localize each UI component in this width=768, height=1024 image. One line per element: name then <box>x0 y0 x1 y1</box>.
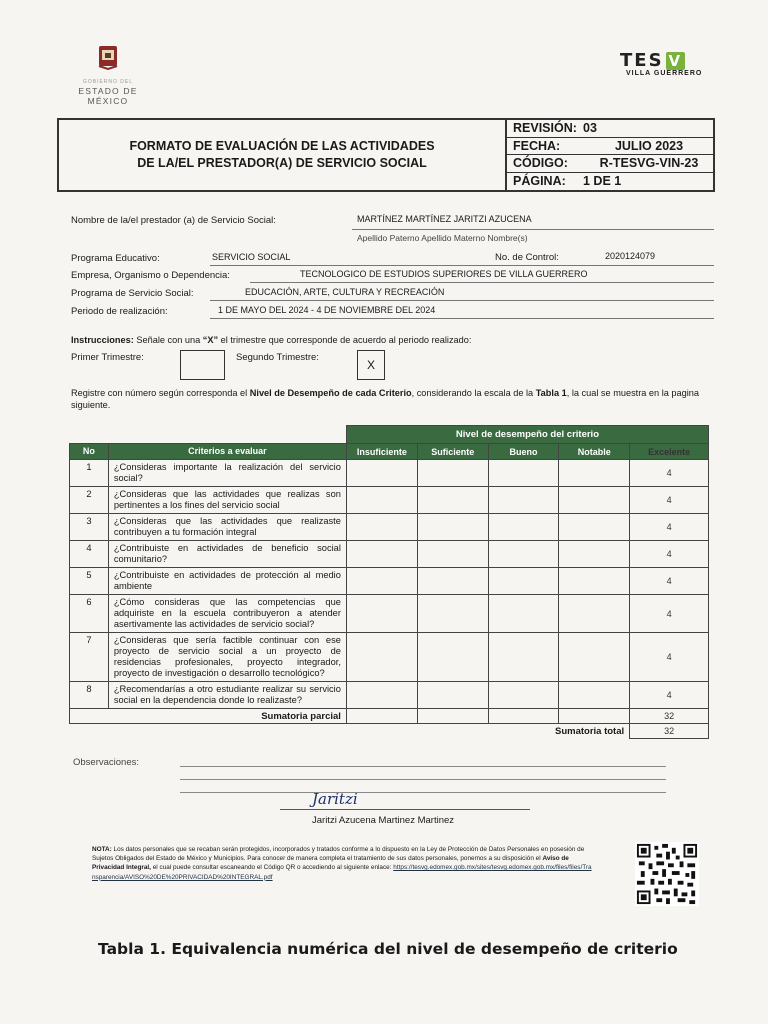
codigo-value: R-TESVG-VIN-23 <box>599 156 699 170</box>
cell-suficiente[interactable] <box>417 595 488 633</box>
empresa-line <box>250 282 714 283</box>
row-criterion: ¿Consideras que las actividades que realizaste contribuyen a tu formación integral <box>108 514 346 541</box>
cell-bueno[interactable] <box>488 595 559 633</box>
instructions-x: “X” <box>202 335 219 345</box>
cell-notable[interactable] <box>559 541 630 568</box>
sumatoria-total-label: Sumatoria total <box>70 724 630 739</box>
revision-row <box>507 120 715 138</box>
cell-notable[interactable] <box>559 682 630 709</box>
row-no: 1 <box>70 460 109 487</box>
nota-bold: NOTA: <box>92 846 112 853</box>
cell-notable[interactable] <box>559 487 630 514</box>
cell-notable[interactable] <box>559 568 630 595</box>
table-blank-corner <box>70 426 347 444</box>
primer-trimestre-label: Primer Trimestre: <box>71 352 144 363</box>
segundo-trimestre-box[interactable] <box>357 350 385 380</box>
control-value: 2020124079 <box>605 251 656 261</box>
row-no: 8 <box>70 682 109 709</box>
row-criterion: ¿Contribuiste en actividades de protección al medio ambiente <box>108 568 346 595</box>
row-no: 5 <box>70 568 109 595</box>
periodo-value: 1 DE MAYO DEL 2024 - 4 DE NOVIEMBRE DEL 2024 <box>218 305 436 315</box>
header-notable: Notable <box>559 444 630 460</box>
cell-excelente[interactable]: 4 <box>630 514 709 541</box>
table-row <box>70 633 709 682</box>
cell-bueno[interactable] <box>488 487 559 514</box>
cell-insuficiente[interactable] <box>346 460 417 487</box>
cell-excelente[interactable]: 4 <box>630 568 709 595</box>
row-criterion: ¿Recomendarías a otro estudiante realizar su servicio social en la dependencia donde lo realizaste? <box>108 682 346 709</box>
sumatoria-total-value: 32 <box>630 724 709 739</box>
row-no: 4 <box>70 541 109 568</box>
pagina-label: PÁGINA: <box>513 173 566 188</box>
cell-notable[interactable] <box>559 514 630 541</box>
nombre-line <box>352 229 714 230</box>
cell-excelente[interactable]: 4 <box>630 595 709 633</box>
cell-insuficiente[interactable] <box>346 514 417 541</box>
parcial-suficiente <box>417 709 488 724</box>
empresa-label: Empresa, Organismo o Dependencia: <box>71 270 230 281</box>
nivel-group-header: Nivel de desempeño del criterio <box>346 426 708 444</box>
title-line-1: FORMATO DE EVALUACIÓN DE LAS ACTIVIDADES <box>129 139 435 153</box>
prog-ss-value: EDUCACIÓN, ARTE, CULTURA Y RECREACIÓN <box>245 287 445 297</box>
row-no: 7 <box>70 633 109 682</box>
programa-value: SERVICIO SOCIAL <box>212 252 291 262</box>
cell-bueno[interactable] <box>488 568 559 595</box>
codigo-row <box>507 155 715 173</box>
cell-insuficiente[interactable] <box>346 541 417 568</box>
signature-mark: Jaritzi <box>312 790 358 808</box>
cell-suficiente[interactable] <box>417 487 488 514</box>
cell-suficiente[interactable] <box>417 514 488 541</box>
nombre-value: MARTÍNEZ MARTÍNEZ JARITZI AZUCENA <box>357 214 532 224</box>
header-no: No <box>70 444 109 460</box>
header-suficiente: Suficiente <box>417 444 488 460</box>
cell-excelente[interactable]: 4 <box>630 487 709 514</box>
observaciones-label: Observaciones: <box>73 757 140 768</box>
row-no: 6 <box>70 595 109 633</box>
revision-grid <box>505 120 715 190</box>
cell-bueno[interactable] <box>488 460 559 487</box>
empresa-value: TECNOLOGICO DE ESTUDIOS SUPERIORES DE VILLA GUERRERO <box>300 269 588 279</box>
cell-excelente[interactable]: 4 <box>630 541 709 568</box>
cell-insuficiente[interactable] <box>346 633 417 682</box>
prog-ss-label: Programa de Servicio Social: <box>71 288 194 299</box>
cell-bueno[interactable] <box>488 633 559 682</box>
pagina-row <box>507 173 715 191</box>
cell-suficiente[interactable] <box>417 460 488 487</box>
prog-ss-line <box>210 300 714 301</box>
cell-insuficiente[interactable] <box>346 568 417 595</box>
revision-value: 03 <box>583 121 597 135</box>
signature-line <box>280 809 530 810</box>
document-title <box>59 138 505 172</box>
cell-bueno[interactable] <box>488 682 559 709</box>
segundo-trimestre-value: X <box>366 358 375 372</box>
cell-notable[interactable] <box>559 460 630 487</box>
obs-line-2[interactable] <box>180 779 666 780</box>
title-line-2: DE LA/EL PRESTADOR(A) DE SERVICIO SOCIAL <box>137 156 427 170</box>
segundo-trimestre-label: Segundo Trimestre: <box>236 352 319 363</box>
row-criterion: ¿Cómo consideras que las competencias que adquiriste en la escuela contribuyeron a atender asertivamente las actividades de servicio social? <box>108 595 346 633</box>
table-header-row <box>70 444 709 460</box>
registre-c: , considerando la escala de la <box>411 388 536 398</box>
criteria-body <box>70 460 709 709</box>
cell-suficiente[interactable] <box>417 568 488 595</box>
logo-small-text: GOBIERNO DEL <box>82 79 134 85</box>
cell-suficiente[interactable] <box>417 541 488 568</box>
cell-excelente[interactable]: 4 <box>630 460 709 487</box>
cell-notable[interactable] <box>559 633 630 682</box>
nombre-label: Nombre de la/el prestador (a) de Servicio Social: <box>71 215 276 226</box>
fecha-value: JULIO 2023 <box>614 138 684 153</box>
periodo-line <box>210 318 714 319</box>
cell-notable[interactable] <box>559 595 630 633</box>
cell-bueno[interactable] <box>488 541 559 568</box>
table-row <box>70 541 709 568</box>
instructions <box>71 334 711 346</box>
primer-trimestre-box[interactable] <box>180 350 225 380</box>
programa-label: Programa Educativo: <box>71 253 160 264</box>
table-row <box>70 568 709 595</box>
nombre-sublabel: Apellido Paterno Apellido Materno Nombre(s) <box>357 233 528 243</box>
pagina-value: 1 DE 1 <box>583 173 622 188</box>
registre-d: Tabla 1 <box>535 388 567 398</box>
table-row <box>70 595 709 633</box>
logo-v-mark: V <box>666 52 686 70</box>
cell-excelente[interactable]: 4 <box>630 682 709 709</box>
revision-label: REVISIÓN: <box>513 121 577 135</box>
nota-text-b: el cual puede consultar escaneando el Código QR o accediendo al siguiente enlace: <box>150 864 394 872</box>
table-row <box>70 487 709 514</box>
header-criterios: Criterios a evaluar <box>108 444 346 460</box>
row-no: 2 <box>70 487 109 514</box>
codigo-label: CÓDIGO: <box>513 156 568 170</box>
cell-bueno[interactable] <box>488 514 559 541</box>
parcial-bueno <box>488 709 559 724</box>
registre-e: , la cual se muestra en la pagina siguiente. <box>71 388 699 410</box>
title-box <box>57 118 715 192</box>
fecha-row <box>507 138 715 156</box>
instructions-text-a: Señale con una <box>136 335 203 345</box>
signature-name: Jaritzi Azucena Martinez Martinez <box>312 815 455 826</box>
logo-state-text: ESTADO DE MÉXICO <box>78 86 138 106</box>
sumatoria-parcial-value: 32 <box>630 709 709 724</box>
cell-suficiente[interactable] <box>417 682 488 709</box>
header-excelente: Excelente <box>630 444 709 460</box>
table-row <box>70 682 709 709</box>
privacy-note <box>92 845 592 882</box>
cell-insuficiente[interactable] <box>346 682 417 709</box>
programa-line <box>210 265 714 266</box>
parcial-insuficiente <box>346 709 417 724</box>
logo-tes-word: TES <box>620 50 664 71</box>
criteria-table <box>69 425 709 739</box>
cell-suficiente[interactable] <box>417 633 488 682</box>
header-bueno: Bueno <box>488 444 559 460</box>
fecha-label: FECHA: <box>513 138 561 153</box>
header-insuficiente: Insuficiente <box>346 444 417 460</box>
table-row <box>70 460 709 487</box>
row-criterion: ¿Contribuiste en actividades de beneficio social comunitario? <box>108 541 346 568</box>
sumatoria-parcial-label: Sumatoria parcial <box>70 709 347 724</box>
instructions-bold: Instrucciones: <box>71 335 134 345</box>
obs-line-1[interactable] <box>180 766 666 767</box>
parcial-notable <box>559 709 630 724</box>
row-no: 3 <box>70 514 109 541</box>
sumatoria-total-row <box>70 724 709 739</box>
registre-paragraph <box>71 387 711 411</box>
row-criterion: ¿Consideras que sería factible continuar con ese proyecto de servicio social a un proyecto de residencias profesionales, proyecto integrador, proyecto de investigación o desarrollo tecnológico? <box>108 633 346 682</box>
obs-line-3[interactable] <box>180 792 666 793</box>
cell-excelente[interactable]: 4 <box>630 633 709 682</box>
periodo-label: Periodo de realización: <box>71 306 168 317</box>
table-row <box>70 514 709 541</box>
nota-text-a: Los datos personales que se recaban serán protegidos, incorporados y tratados conforme a lo dispuesto en la Ley de Protección de Datos Personales en posesión de Sujetos Obligados del Estado de México y Municipios. Para conocer de manera completa el tratamiento de sus datos personales, ponemos a su disposición el <box>92 846 585 863</box>
tabla-1-title: Tabla 1. Equivalencia numérica del nivel de desempeño de criterio <box>98 940 678 958</box>
privacy-link[interactable]: https://tesvg.edomex.gob.mx/sites/tesvg.edomex.gob.mx/files/files/Transparencia/AVISO%20DE%20PRIVACIDAD%20INTEGRAL.pdf <box>92 864 592 881</box>
cell-insuficiente[interactable] <box>346 487 417 514</box>
registre-a: Registre con número según corresponda el <box>71 388 250 398</box>
logo-villa-guerrero: VILLA GUERRERO <box>626 70 703 77</box>
sumatoria-parcial-row <box>70 709 709 724</box>
instructions-text-b: el trimestre que corresponde de acuerdo al periodo realizado: <box>218 335 472 345</box>
tesvg-logo <box>620 50 716 77</box>
estado-de-mexico-logo <box>58 44 158 106</box>
registre-b: Nivel de Desempeño de cada Criterio <box>249 388 412 398</box>
control-label: No. de Control: <box>495 252 559 263</box>
crest-icon <box>97 44 119 70</box>
row-criterion: ¿Consideras importante la realización del servicio social? <box>108 460 346 487</box>
row-criterion: ¿Consideras que las actividades que realizas son pertinentes a los fines del servicio social <box>108 487 346 514</box>
nota-bold-2: Aviso de Privacidad Integral, <box>92 855 569 872</box>
cell-insuficiente[interactable] <box>346 595 417 633</box>
qr-code-icon[interactable] <box>634 842 700 906</box>
